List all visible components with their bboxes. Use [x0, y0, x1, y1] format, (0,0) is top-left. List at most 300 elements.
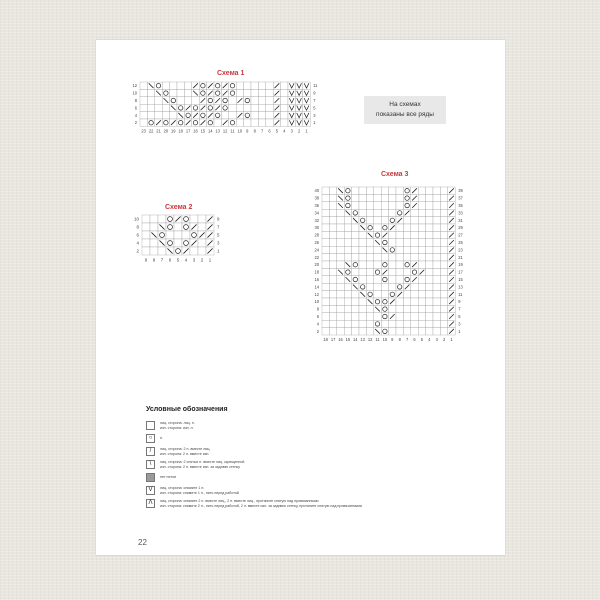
s3-cell [374, 261, 381, 268]
s1-cell [281, 119, 288, 126]
s3-cell [381, 328, 388, 335]
s1-row-label: 3 [313, 112, 316, 118]
s3-cell [389, 254, 396, 261]
s1-cell [162, 82, 169, 89]
legend-text: нет петли [160, 475, 177, 480]
legend-item [146, 471, 466, 484]
s3-cell [426, 305, 433, 312]
s2-row-label: 8 [136, 224, 139, 230]
s3-cell [381, 224, 388, 231]
s1-cell [192, 104, 199, 111]
s3-cell [344, 305, 351, 312]
s3-cell [396, 224, 403, 231]
s3-cell [352, 187, 359, 194]
s3-cell [329, 276, 336, 283]
s3-cell [403, 231, 410, 238]
s3-col-label: 8 [398, 337, 401, 343]
s3-cell [366, 246, 373, 253]
legend-text: н. [160, 436, 163, 441]
s3-cell [329, 209, 336, 216]
s3-cell [440, 187, 447, 194]
s3-cell [359, 254, 366, 261]
s3-cell [389, 305, 396, 312]
s2-cell [142, 223, 150, 231]
s3-cell [411, 283, 418, 290]
s3-cell [403, 313, 410, 320]
s3-cell [337, 246, 344, 253]
s1-cell [177, 104, 184, 111]
s3-row-label: 40 [314, 188, 319, 194]
s1-cell [199, 112, 206, 119]
s3-cell [366, 305, 373, 312]
s1-cell [155, 104, 162, 111]
s3-cell [359, 276, 366, 283]
s3-cell [344, 313, 351, 320]
s3-cell [440, 313, 447, 320]
s1-cell [229, 97, 236, 104]
s3-cell [418, 246, 425, 253]
s3-cell [403, 261, 410, 268]
s3-cell [411, 291, 418, 298]
s3-cell [337, 298, 344, 305]
s3-cell [322, 328, 329, 335]
s3-cell [403, 254, 410, 261]
s3-cell [329, 268, 336, 275]
s3-cell [426, 320, 433, 327]
s2-cell [166, 239, 174, 247]
s2-cell [158, 215, 166, 223]
s3-cell [426, 194, 433, 201]
s2-cell [150, 223, 158, 231]
s3-cell [411, 209, 418, 216]
s2-row-label: 10 [134, 216, 139, 222]
s3-cell [433, 194, 440, 201]
s3-cell [426, 217, 433, 224]
s3-cell [344, 246, 351, 253]
legend-item [146, 419, 466, 432]
s3-cell [329, 202, 336, 209]
s3-cell [440, 209, 447, 216]
s1-col-label: 16 [193, 128, 198, 134]
s3-row-label: 29 [458, 225, 463, 231]
s1-cell [251, 89, 258, 96]
s3-cell [344, 268, 351, 275]
s1-cell [229, 112, 236, 119]
s3-cell [366, 268, 373, 275]
note-box [364, 96, 446, 124]
s1-cell [258, 97, 265, 104]
s1-col-label: 7 [260, 128, 264, 134]
s1-cell [184, 97, 191, 104]
s3-col-label: 11 [375, 337, 380, 343]
s3-row-label: 1 [458, 328, 461, 334]
s3-cell [440, 328, 447, 335]
s3-cell [359, 209, 366, 216]
s3-col-label: 4 [428, 337, 431, 343]
s3-cell [322, 298, 329, 305]
s3-cell [433, 291, 440, 298]
s1-cell [155, 112, 162, 119]
s3-cell [396, 320, 403, 327]
s3-cell [433, 202, 440, 209]
s3-col-label: 2 [442, 337, 446, 343]
s3-cell [433, 217, 440, 224]
s3-cell [433, 298, 440, 305]
s3-cell [418, 254, 425, 261]
s3-col-label: 10 [382, 337, 388, 343]
s3-cell [352, 224, 359, 231]
s3-row-label: 21 [458, 254, 463, 260]
s3-cell [389, 246, 396, 253]
s1-cell [170, 82, 177, 89]
s3-cell [440, 283, 447, 290]
s3-cell [396, 276, 403, 283]
s3-cell [411, 320, 418, 327]
s1-row-label: 5 [313, 105, 316, 111]
s3-cell [433, 239, 440, 246]
s3-cell [374, 268, 381, 275]
s3-cell [411, 254, 418, 261]
s3-cell [411, 217, 418, 224]
s3-cell [396, 202, 403, 209]
s3-col-label: 17 [330, 337, 336, 343]
s1-cell [281, 89, 288, 96]
s3-cell [337, 261, 344, 268]
s3-cell [396, 231, 403, 238]
s1-cell [162, 104, 169, 111]
s3-cell [418, 202, 425, 209]
s3-cell [381, 276, 388, 283]
s1-cell [140, 119, 147, 126]
s1-row-label: 4 [134, 112, 137, 118]
s3-cell [344, 202, 351, 209]
s3-cell [381, 239, 388, 246]
s2-col-label: 6 [168, 257, 172, 263]
s2-cell [182, 239, 190, 247]
s3-cell [366, 202, 373, 209]
s3-cell [352, 261, 359, 268]
s3-row-label: 23 [458, 247, 463, 253]
s2-col-label: 5 [176, 257, 180, 263]
s3-cell [418, 328, 425, 335]
s3-cell [433, 187, 440, 194]
s3-cell [403, 298, 410, 305]
s3-cell [426, 209, 433, 216]
s1-row-label: 2 [134, 120, 137, 126]
s1-cell [207, 104, 214, 111]
s3-cell [389, 276, 396, 283]
s3-cell [440, 320, 447, 327]
s3-cell [381, 194, 388, 201]
s3-cell [366, 209, 373, 216]
s3-cell [440, 202, 447, 209]
s3-cell [322, 276, 329, 283]
s1-col-label: 11 [230, 128, 235, 134]
s3-row-label: 31 [458, 217, 463, 223]
s2-cell [174, 247, 182, 255]
s3-row-label: 9 [458, 299, 461, 305]
s1-row-label: 12 [132, 83, 137, 89]
s1-cell [266, 119, 273, 126]
s3-cell [389, 194, 396, 201]
s3-cell [418, 283, 425, 290]
s3-cell [396, 328, 403, 335]
s3-cell [344, 328, 351, 335]
legend-text: лиц. сторона: 2 п. вместе лиц. изн. сторона: 2 п. вместе изн. [160, 447, 211, 456]
s3-cell [426, 268, 433, 275]
s3-cell [359, 298, 366, 305]
s3-cell [403, 217, 410, 224]
s3-cell [381, 209, 388, 216]
s3-cell [352, 268, 359, 275]
s3-row-label: 39 [458, 188, 463, 194]
s3-cell [396, 209, 403, 216]
s2-cell [190, 231, 198, 239]
s3-cell [389, 209, 396, 216]
s1-cell [199, 89, 206, 96]
s3-cell [433, 231, 440, 238]
s3-cell [396, 298, 403, 305]
s1-col-label: 6 [268, 128, 271, 134]
s3-cell [403, 268, 410, 275]
s1-cell [170, 97, 177, 104]
s3-cell [322, 268, 329, 275]
s2-cell [142, 247, 150, 255]
s3-cell [411, 268, 418, 275]
s1-cell [207, 97, 214, 104]
s1-cell [140, 97, 147, 104]
s3-cell [374, 276, 381, 283]
s3-cell [418, 231, 425, 238]
s3-cell [337, 254, 344, 261]
s3-cell [411, 298, 418, 305]
s3-cell [359, 246, 366, 253]
s1-cell [244, 89, 251, 96]
s3-cell [366, 194, 373, 201]
s1-cell [258, 89, 265, 96]
s1-cell [177, 82, 184, 89]
s3-cell [359, 283, 366, 290]
s1-cell [170, 89, 177, 96]
s1-row-label: 9 [313, 90, 316, 96]
s3-cell [352, 202, 359, 209]
s3-cell [352, 320, 359, 327]
s1-cell [162, 112, 169, 119]
s1-cell [147, 97, 154, 104]
legend-symbol-icon: / [146, 447, 155, 456]
s3-cell [337, 313, 344, 320]
s1-cell [147, 119, 154, 126]
s2-cell [150, 239, 158, 247]
s1-cell [258, 82, 265, 89]
legend [146, 406, 466, 510]
s3-cell [433, 328, 440, 335]
s3-cell [403, 291, 410, 298]
s3-cell [366, 276, 373, 283]
s3-cell [374, 291, 381, 298]
s1-cell [236, 82, 243, 89]
s3-cell [440, 246, 447, 253]
s3-cell [374, 194, 381, 201]
s3-cell [359, 261, 366, 268]
s3-cell [389, 202, 396, 209]
s3-cell [411, 231, 418, 238]
s3-cell [426, 298, 433, 305]
s3-cell [389, 328, 396, 335]
s3-cell [366, 217, 373, 224]
s3-cell [329, 298, 336, 305]
s3-cell [381, 187, 388, 194]
s3-row-label: 10 [314, 299, 319, 305]
legend-symbol-icon: \ [146, 460, 155, 469]
s1-cell [258, 112, 265, 119]
s3-col-label: 18 [323, 337, 328, 343]
legend-item [146, 445, 466, 458]
s1-cell [258, 104, 265, 111]
s2-row-label: 1 [217, 248, 220, 254]
s3-cell [366, 291, 373, 298]
s2-cell [166, 215, 174, 223]
legend-symbol-icon: Λ [146, 499, 155, 508]
s1-cell [214, 119, 221, 126]
s3-cell [411, 239, 418, 246]
s1-cell [244, 82, 251, 89]
s3-cell [337, 209, 344, 216]
s3-cell [374, 246, 381, 253]
s1-col-label: 19 [171, 128, 176, 134]
s3-cell [337, 305, 344, 312]
s3-cell [433, 209, 440, 216]
s3-cell [337, 217, 344, 224]
s3-cell [329, 305, 336, 312]
s3-row-label: 11 [458, 291, 463, 297]
s3-cell [322, 246, 329, 253]
s1-cell [207, 119, 214, 126]
s3-row-label: 34 [314, 210, 319, 216]
s3-cell [322, 202, 329, 209]
s3-cell [366, 187, 373, 194]
scheme-1-title: Схема 1 [217, 70, 245, 77]
s3-cell [426, 224, 433, 231]
s3-cell [374, 187, 381, 194]
s1-cell [221, 104, 228, 111]
s3-row-label: 8 [316, 306, 319, 312]
s3-cell [352, 194, 359, 201]
s3-cell [403, 246, 410, 253]
s3-cell [418, 320, 425, 327]
s3-cell [329, 313, 336, 320]
s3-cell [344, 217, 351, 224]
s3-col-label: 14 [353, 337, 358, 343]
book-page [96, 40, 505, 555]
s3-cell [403, 239, 410, 246]
s3-cell [426, 202, 433, 209]
legend-item [146, 497, 466, 510]
s1-col-label: 22 [148, 128, 154, 134]
page-number: 22 [138, 538, 147, 547]
s3-cell [381, 305, 388, 312]
s1-col-label: 3 [290, 128, 293, 134]
s2-cell [150, 247, 158, 255]
s3-cell [426, 283, 433, 290]
s3-row-label: 22 [314, 254, 319, 260]
s1-col-label: 12 [222, 128, 228, 134]
s3-cell [359, 231, 366, 238]
s3-cell [381, 261, 388, 268]
s3-cell [344, 231, 351, 238]
s3-cell [381, 283, 388, 290]
scheme-2-title: Схема 2 [165, 204, 193, 211]
s3-col-label: 3 [435, 337, 438, 343]
s2-cell [166, 231, 174, 239]
s3-row-label: 20 [314, 262, 319, 268]
s1-cell [221, 112, 228, 119]
s3-cell [403, 328, 410, 335]
s3-cell [426, 246, 433, 253]
s3-cell [374, 283, 381, 290]
s3-row-label: 14 [314, 284, 319, 290]
s1-cell [214, 82, 221, 89]
s3-cell [374, 320, 381, 327]
s3-cell [418, 217, 425, 224]
s3-cell [381, 202, 388, 209]
s3-cell [337, 224, 344, 231]
s3-cell [433, 268, 440, 275]
legend-text: лиц. сторона: снимите 2 п. вместе лиц., 2 п. вместе лиц., протяните снятую над провязанными изн. сторона: снимите 2 п., нить перед работой, 2 п. вместе изн. за заднюю стенку, протяните снятую над провязанными [160, 499, 362, 508]
s3-cell [322, 254, 329, 261]
s3-cell [337, 291, 344, 298]
s3-cell [359, 305, 366, 312]
s1-col-label: 10 [237, 128, 243, 134]
s1-cell [155, 97, 162, 104]
s1-col-label: 1 [305, 128, 308, 134]
s1-cell [236, 89, 243, 96]
s3-cell [396, 283, 403, 290]
s3-cell [418, 298, 425, 305]
s1-cell [236, 104, 243, 111]
s2-row-label: 7 [217, 224, 220, 230]
s3-row-label: 3 [458, 321, 461, 327]
s1-cell [199, 82, 206, 89]
s1-cell [266, 97, 273, 104]
s3-cell [352, 231, 359, 238]
s1-cell [177, 97, 184, 104]
s3-cell [426, 239, 433, 246]
s3-cell [440, 254, 447, 261]
s3-cell [403, 276, 410, 283]
s2-cell [142, 239, 150, 247]
s3-cell [337, 239, 344, 246]
s1-cell [184, 82, 191, 89]
s1-col-label: 23 [141, 128, 146, 134]
s1-cell [177, 89, 184, 96]
s1-cell [229, 89, 236, 96]
s3-cell [418, 239, 425, 246]
s3-cell [352, 313, 359, 320]
s3-cell [366, 261, 373, 268]
s3-cell [411, 224, 418, 231]
s1-cell [140, 104, 147, 111]
s3-cell [396, 313, 403, 320]
s1-cell [147, 104, 154, 111]
s3-row-label: 26 [314, 239, 319, 245]
s3-cell [426, 313, 433, 320]
legend-list [146, 419, 466, 510]
s3-cell [344, 254, 351, 261]
s3-cell [329, 320, 336, 327]
s1-cell [140, 112, 147, 119]
s3-cell [352, 209, 359, 216]
